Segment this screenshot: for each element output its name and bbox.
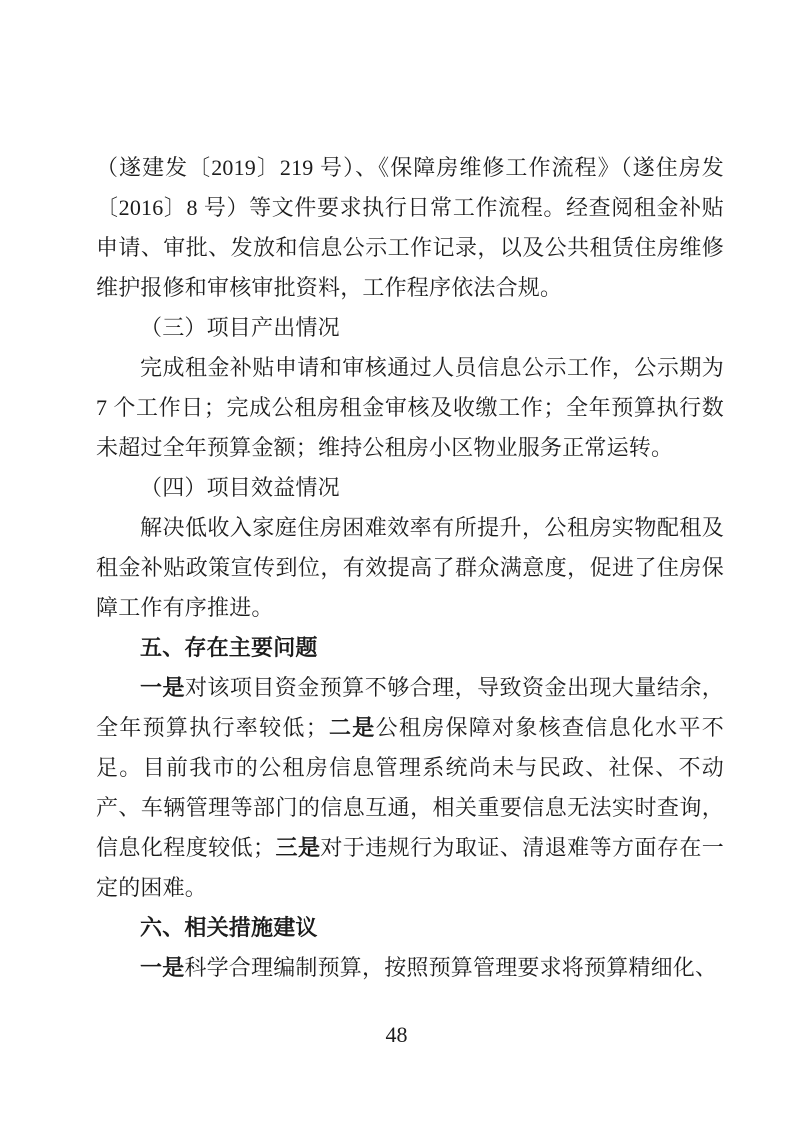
subheading-text: （四）项目效益情况 (140, 475, 340, 500)
subheading-section-4-benefit (96, 468, 724, 508)
paragraph-regulations-continuation (96, 148, 724, 308)
paragraph-text: 对于违规行为取证、清退难等方面存在一定的困难。 (96, 835, 724, 900)
paragraph-main-problems (96, 668, 724, 908)
paragraph-text: 科学合理编制预算，按照预算管理要求将预算精细化、 (184, 955, 718, 980)
paragraph-text-bold: 一是 (140, 675, 185, 700)
page-content (96, 148, 724, 988)
paragraph-project-benefit (96, 508, 724, 628)
paragraph-text: （遂建发〔2019〕219 号）、《保障房维修工作流程》（遂住房发〔2016〕8 号）等文件要求执行日常工作流程。经查阅租金补贴申请、审批、发放和信息公示工作记录，以及公共租赁住房维修维护报修和审核审批资料，工作程序依法合规。 (96, 155, 724, 300)
paragraph-project-output (96, 348, 724, 468)
paragraph-suggestions (96, 948, 724, 988)
paragraph-text: 公租房保障对象核查信息化水平不足。目前我市的公租房信息管理系统尚未与民政、社保、不动产、车辆管理等部门的信息互通，相关重要信息无法实时查询，信息化程度较低； (96, 715, 724, 860)
heading-text: 六、相关措施建议 (140, 915, 318, 940)
paragraph-text-bold: 三是 (275, 835, 321, 860)
paragraph-text-bold: 二是 (327, 715, 376, 740)
heading-section-5-problems (96, 628, 724, 668)
subheading-text: （三）项目产出情况 (140, 315, 340, 340)
heading-section-6-suggestions (96, 908, 724, 948)
heading-text: 五、存在主要问题 (140, 635, 318, 660)
paragraph-text: 完成租金补贴申请和审核通过人员信息公示工作，公示期为 7 个工作日；完成公租房租金审核及收缴工作；全年预算执行数未超过全年预算金额；维持公租房小区物业服务正常运转。 (96, 355, 724, 460)
paragraph-text-bold: 一是 (140, 955, 185, 980)
subheading-section-3-output (96, 308, 724, 348)
paragraph-text: 解决低收入家庭住房困难效率有所提升，公租房实物配租及租金补贴政策宣传到位，有效提高了群众满意度，促进了住房保障工作有序推进。 (96, 515, 724, 620)
page-number: 48 (385, 1022, 408, 1047)
paragraph-text: 对该项目资金预算不够合理，导致资金出现大量结余，全年预算执行率较低； (96, 675, 724, 740)
